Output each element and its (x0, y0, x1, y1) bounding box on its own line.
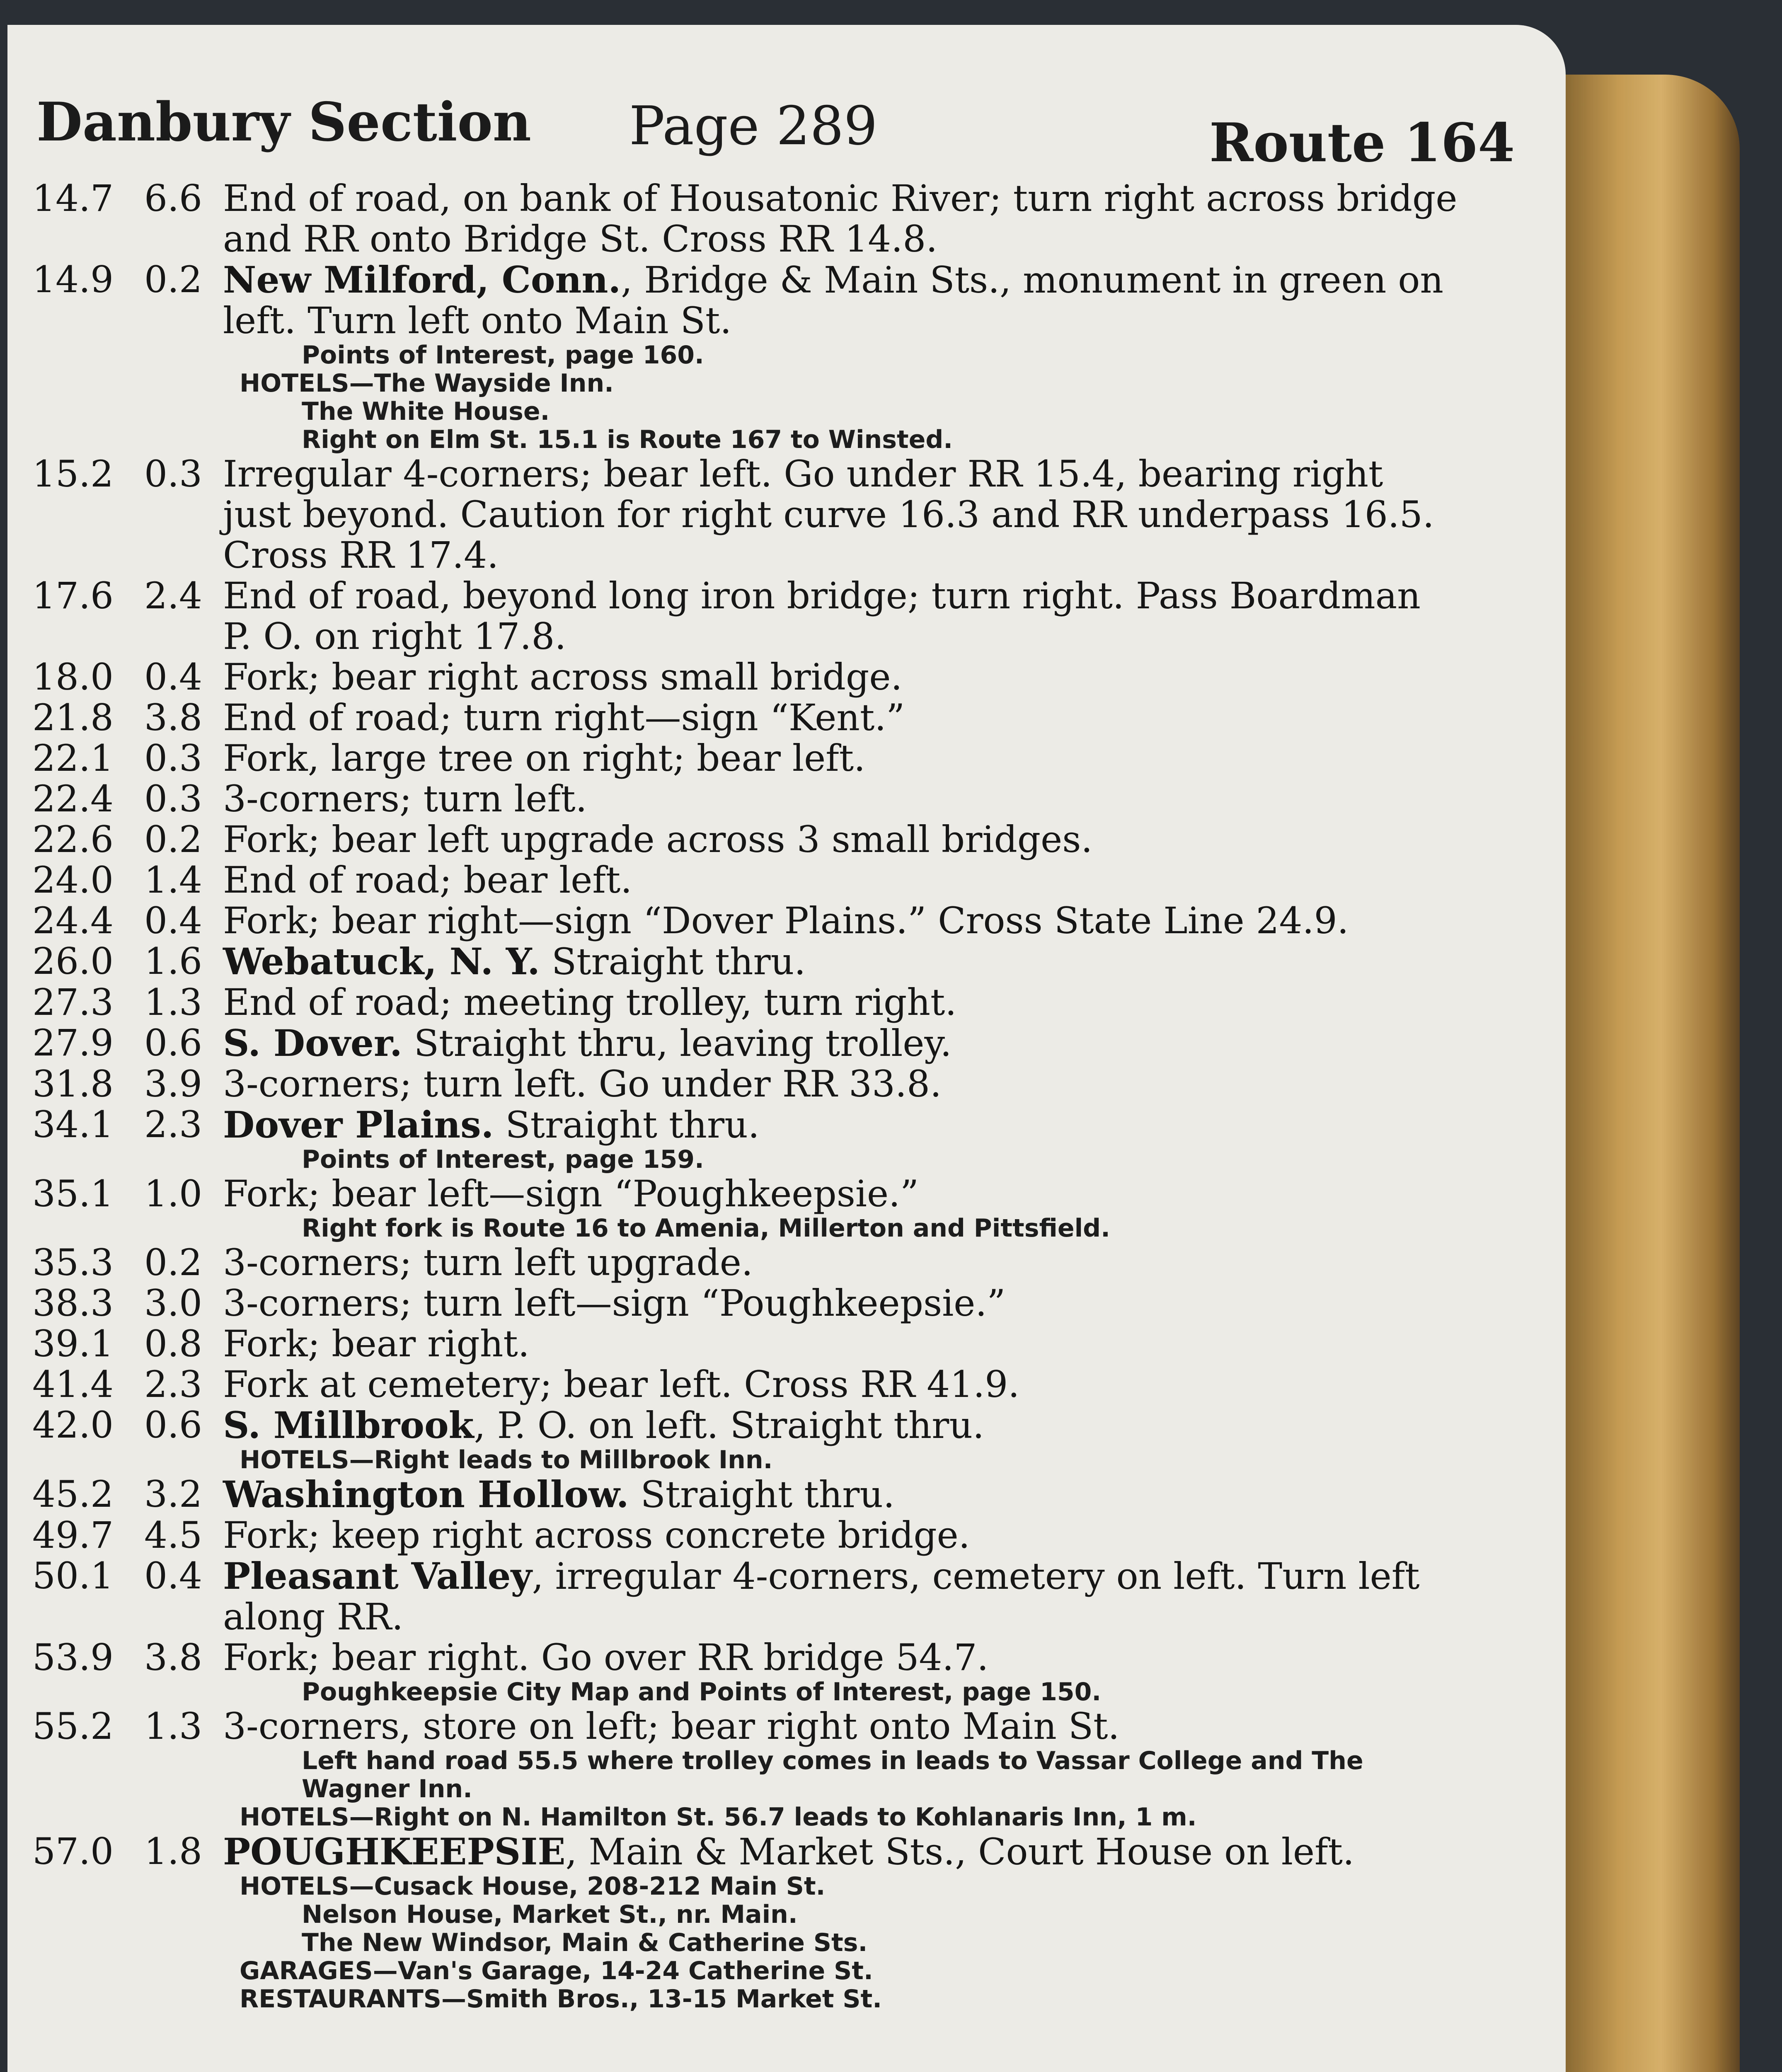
direction-detail: Fork; keep right across concrete bridge. (223, 1514, 970, 1556)
segment-mileage: 2.3 (144, 1363, 202, 1406)
direction-entry (32, 1831, 1458, 1872)
total-mileage: 18.0 (32, 656, 114, 698)
direction-text (223, 697, 1458, 738)
direction-entry (32, 178, 1458, 259)
page-header (7, 25, 1566, 174)
direction-entry (32, 1283, 1458, 1324)
direction-entry (32, 1706, 1458, 1747)
segment-mileage: 0.3 (144, 453, 202, 495)
place-name: New Milford, Conn. (223, 258, 621, 301)
direction-entry (32, 1515, 1458, 1556)
direction-entry (32, 1104, 1458, 1145)
direction-detail: Fork; bear left—sign “Poughkeepsie.” (223, 1172, 919, 1215)
direction-text (223, 1174, 1458, 1214)
total-mileage: 15.2 (32, 453, 114, 495)
direction-detail: End of road; bear left. (223, 859, 632, 901)
direction-detail: 3-corners; turn left—sign “Poughkeepsie.” (223, 1282, 1006, 1324)
entry-note: RESTAURANTS—Smith Bros., 13-15 Market St. (240, 1985, 882, 2014)
direction-text (223, 1023, 1458, 1064)
segment-mileage: 0.3 (144, 777, 202, 820)
direction-text (223, 1405, 1458, 1446)
direction-entry (32, 941, 1458, 982)
direction-entry (32, 779, 1458, 819)
direction-entry (32, 697, 1458, 738)
page-edge (1566, 75, 1740, 2072)
segment-mileage: 2.4 (144, 574, 202, 617)
entry-note: Points of Interest, page 160. (302, 341, 704, 370)
place-name: Pleasant Valley (223, 1554, 532, 1598)
direction-text (223, 1364, 1458, 1405)
direction-text (223, 1104, 1458, 1145)
direction-entry (32, 657, 1458, 697)
direction-entry (32, 1556, 1458, 1637)
total-mileage: 50.1 (32, 1554, 114, 1597)
total-mileage: 26.0 (32, 940, 114, 983)
place-name: Webatuck, N. Y. (223, 940, 540, 983)
direction-text (223, 982, 1458, 1023)
direction-entry (32, 1023, 1458, 1064)
segment-mileage: 0.8 (144, 1322, 202, 1365)
segment-mileage: 1.8 (144, 1830, 202, 1873)
direction-entry (32, 982, 1458, 1023)
direction-entry (32, 738, 1458, 779)
route-directions (32, 178, 1458, 2013)
direction-detail: 3-corners; turn left upgrade. (223, 1241, 753, 1284)
total-mileage: 24.0 (32, 859, 114, 901)
segment-mileage: 1.6 (144, 940, 202, 983)
direction-entry (32, 1324, 1458, 1364)
segment-mileage: 0.4 (144, 1554, 202, 1597)
total-mileage: 21.8 (32, 696, 114, 739)
total-mileage: 31.8 (32, 1063, 114, 1105)
direction-text (223, 657, 1458, 697)
page-number: Page 289 (629, 95, 878, 157)
entry-note: Left hand road 55.5 where trolley comes in leads to Vassar College and The Wagner Inn. (302, 1746, 1363, 1803)
direction-entry (32, 1364, 1458, 1405)
total-mileage: 22.4 (32, 777, 114, 820)
place-name: S. Millbrook (223, 1404, 474, 1447)
direction-entry (32, 454, 1458, 576)
total-mileage: 49.7 (32, 1514, 114, 1556)
segment-mileage: 3.8 (144, 696, 202, 739)
segment-mileage: 3.8 (144, 1636, 202, 1679)
direction-text (223, 779, 1458, 819)
segment-mileage: 0.2 (144, 818, 202, 861)
segment-mileage: 0.4 (144, 899, 202, 942)
direction-detail: , Main & Market Sts., Court House on left. (565, 1830, 1354, 1873)
direction-detail: , P. O. on left. Straight thru. (474, 1404, 985, 1447)
direction-entry (32, 576, 1458, 657)
segment-mileage: 0.6 (144, 1404, 202, 1446)
direction-detail: Fork at cemetery; bear left. Cross RR 41.9. (223, 1363, 1020, 1406)
entry-note: The New Windsor, Main & Catherine Sts. (302, 1928, 868, 1957)
direction-entry (32, 1242, 1458, 1283)
place-name: Washington Hollow. (223, 1473, 629, 1516)
direction-text (223, 1706, 1458, 1747)
direction-detail: Fork; bear right—sign “Dover Plains.” Cross State Line 24.9. (223, 899, 1349, 942)
direction-text (223, 819, 1458, 860)
segment-mileage: 4.5 (144, 1514, 202, 1556)
direction-entry (32, 1405, 1458, 1446)
direction-entry (32, 259, 1458, 341)
place-name: S. Dover. (223, 1021, 402, 1065)
direction-detail: , Bridge & Main Sts., monument in green on left. Turn left onto Main St. (223, 259, 1444, 342)
place-name: POUGHKEEPSIE (223, 1830, 566, 1873)
total-mileage: 41.4 (32, 1363, 114, 1406)
direction-text (223, 900, 1458, 941)
total-mileage: 55.2 (32, 1705, 114, 1748)
segment-mileage: 1.3 (144, 1705, 202, 1748)
direction-text (223, 454, 1458, 576)
total-mileage: 35.3 (32, 1241, 114, 1284)
direction-detail: 3-corners, store on left; bear right onto Main St. (223, 1705, 1120, 1748)
direction-text (223, 1637, 1458, 1678)
entry-note: HOTELS—Right on N. Hamilton St. 56.7 leads to Kohlanaris Inn, 1 m. (240, 1803, 1197, 1832)
direction-entry (32, 1474, 1458, 1515)
direction-detail: Straight thru. (494, 1104, 760, 1146)
total-mileage: 39.1 (32, 1322, 114, 1365)
total-mileage: 24.4 (32, 899, 114, 942)
direction-detail: Fork; bear right. Go over RR bridge 54.7. (223, 1636, 989, 1679)
direction-detail: 3-corners; turn left. Go under RR 33.8. (223, 1063, 942, 1105)
total-mileage: 38.3 (32, 1282, 114, 1324)
direction-detail: Irregular 4-corners; bear left. Go under RR 15.4, bearing right just beyond. Caution for right curve 16.3 and RR underpass 16.5. Cross RR 17.4. (223, 453, 1434, 576)
book-page (7, 25, 1566, 2072)
direction-text (223, 1242, 1458, 1283)
entry-note: Points of Interest, page 159. (302, 1145, 704, 1174)
total-mileage: 45.2 (32, 1473, 114, 1515)
direction-detail: End of road; turn right—sign “Kent.” (223, 696, 905, 739)
total-mileage: 35.1 (32, 1172, 114, 1215)
direction-entry (32, 1064, 1458, 1104)
direction-text (223, 178, 1458, 259)
total-mileage: 22.6 (32, 818, 114, 861)
total-mileage: 34.1 (32, 1103, 114, 1146)
direction-text (223, 1474, 1458, 1515)
entry-note: Right fork is Route 16 to Amenia, Millerton and Pittsfield. (302, 1214, 1110, 1243)
segment-mileage: 0.3 (144, 737, 202, 779)
segment-mileage: 0.2 (144, 258, 202, 301)
segment-mileage: 6.6 (144, 177, 202, 220)
direction-entry (32, 1174, 1458, 1214)
direction-detail: End of road; meeting trolley, turn right. (223, 981, 957, 1024)
direction-detail: End of road, on bank of Housatonic River; turn right across bridge and RR onto Bridge St. Cross RR 14.8. (223, 177, 1458, 260)
total-mileage: 27.3 (32, 981, 114, 1024)
total-mileage: 17.6 (32, 574, 114, 617)
direction-detail: End of road, beyond long iron bridge; turn right. Pass Boardman P. O. on right 17.8. (223, 574, 1421, 658)
direction-detail: Fork, large tree on right; bear left. (223, 737, 866, 779)
entry-note: Poughkeepsie City Map and Points of Interest, page 150. (302, 1677, 1102, 1706)
direction-text (223, 1064, 1458, 1104)
segment-mileage: 1.3 (144, 981, 202, 1024)
segment-mileage: 3.0 (144, 1282, 202, 1324)
direction-detail: Fork; bear right. (223, 1322, 530, 1365)
direction-text (223, 576, 1458, 657)
total-mileage: 42.0 (32, 1404, 114, 1446)
direction-text (223, 860, 1458, 900)
direction-detail: Fork; bear left upgrade across 3 small bridges. (223, 818, 1093, 861)
entry-note: GARAGES—Van's Garage, 14-24 Catherine St. (240, 1956, 873, 1985)
direction-text (223, 1831, 1458, 1872)
segment-mileage: 0.6 (144, 1021, 202, 1064)
route-number: Route 164 (1209, 112, 1515, 174)
direction-text (223, 1556, 1458, 1637)
direction-entry (32, 819, 1458, 860)
direction-text (223, 738, 1458, 779)
direction-detail: 3-corners; turn left. (223, 777, 587, 820)
entry-note: HOTELS—Cusack House, 208-212 Main St. (240, 1872, 826, 1901)
place-name: Dover Plains. (223, 1103, 494, 1146)
total-mileage: 14.7 (32, 177, 114, 220)
direction-detail: Fork; bear right across small bridge. (223, 656, 903, 698)
segment-mileage: 1.0 (144, 1172, 202, 1215)
total-mileage: 57.0 (32, 1830, 114, 1873)
direction-detail: , irregular 4-corners, cemetery on left. Turn left along RR. (223, 1555, 1420, 1638)
entry-note: HOTELS—The Wayside Inn. (240, 369, 614, 398)
direction-text (223, 1283, 1458, 1324)
segment-mileage: 0.4 (144, 656, 202, 698)
direction-detail: Straight thru. (629, 1473, 895, 1516)
direction-detail: Straight thru. (540, 940, 806, 983)
entry-note: Right on Elm St. 15.1 is Route 167 to Winsted. (302, 425, 953, 454)
direction-detail: Straight thru, leaving trolley. (402, 1022, 952, 1065)
segment-mileage: 1.4 (144, 859, 202, 901)
direction-text (223, 941, 1458, 982)
direction-entry (32, 900, 1458, 941)
direction-text (223, 1324, 1458, 1364)
entry-note: HOTELS—Right leads to Millbrook Inn. (240, 1445, 773, 1474)
total-mileage: 27.9 (32, 1021, 114, 1064)
direction-text (223, 1515, 1458, 1556)
entry-note: The White House. (302, 397, 550, 426)
section-title: Danbury Section (36, 91, 531, 153)
total-mileage: 22.1 (32, 737, 114, 779)
segment-mileage: 0.2 (144, 1241, 202, 1284)
total-mileage: 14.9 (32, 258, 114, 301)
direction-entry (32, 1637, 1458, 1678)
segment-mileage: 3.2 (144, 1473, 202, 1515)
total-mileage: 53.9 (32, 1636, 114, 1679)
segment-mileage: 3.9 (144, 1063, 202, 1105)
direction-entry (32, 860, 1458, 900)
direction-text (223, 259, 1458, 341)
entry-note: Nelson House, Market St., nr. Main. (302, 1900, 798, 1929)
segment-mileage: 2.3 (144, 1103, 202, 1146)
